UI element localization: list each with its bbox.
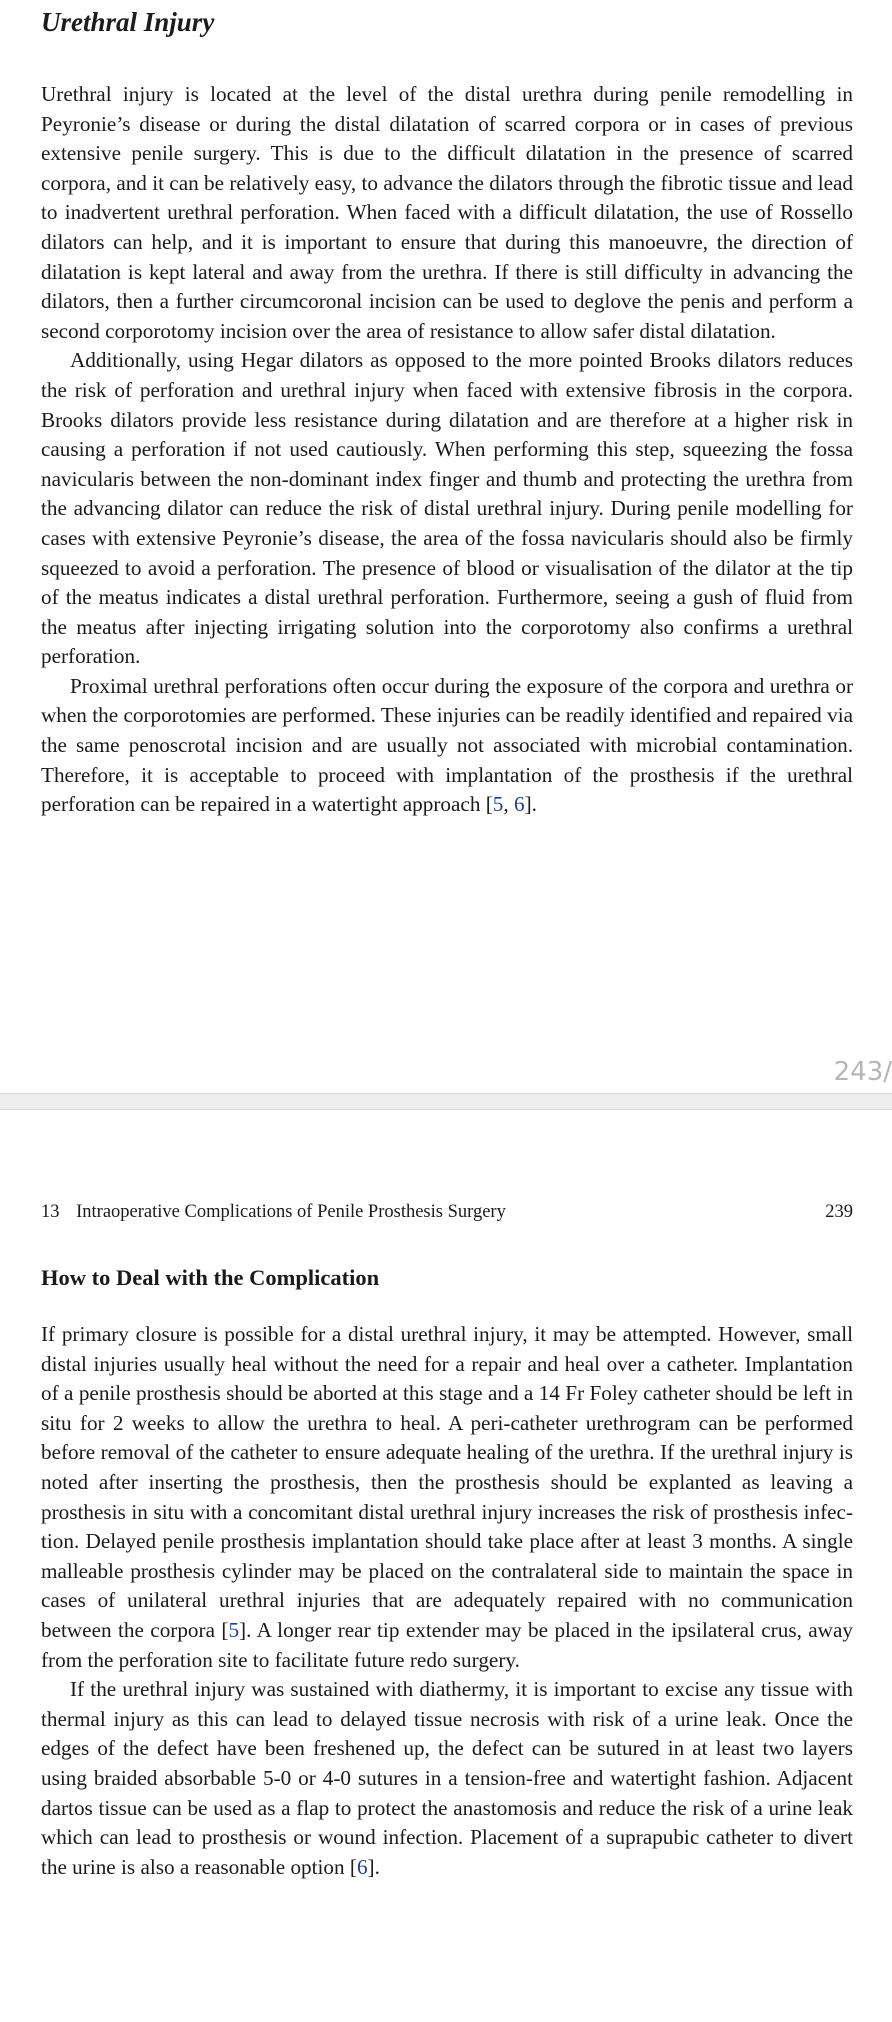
paragraph [41, 1320, 853, 1675]
paragraph-text: Urethral injury is located at the level of the distal urethra during penile remodelling in Peyronie’s disease or during the distal dilatation of scarred corpora or in cases of previous extensive penile surgery. This is due to the difficult dilatation in the presence of scarred corpora, and it can be relatively easy, to advance the dilators through the fibrotic tissue and lead to inadvertent urethral perforation. When faced with a difficult dilatation, the use of Rossello dilators can help, and it is important to ensure that during this manoeuvre, the direction of dilatation is kept lateral and away from the urethra. If there is still difficulty in advancing the dilators, then a further circumcoronal incision can be used to deglove the penis and perform a second corporotomy incision over the area of resistance to allow safer distal dilatation. [41, 82, 853, 343]
paragraph [41, 80, 853, 346]
page1-body [41, 80, 853, 820]
paragraph-text: Proximal urethral perforations often occur during the exposure of the corpora and urethra or when the corporotomies are performed. These injuries can be readily identified and repaired via the same penoscrotal incision and are usually not associated with microbial contamination. Therefore, it is acceptable to proceed with implantation of the prosthesis if the urethral perforation can be repaired in a watertight approach [ [41, 673, 853, 817]
section-title: Urethral Injury [41, 7, 215, 37]
page-number: 239 [825, 1202, 853, 1222]
paragraph-text: ]. A longer rear tip extender may be placed in the ipsilateral crus, away from the perforation site to facilitate future redo surgery. [41, 1617, 853, 1672]
running-head [41, 1200, 853, 1224]
citation-link[interactable]: 6 [356, 1854, 368, 1879]
page-separator [0, 1093, 892, 1110]
page-239 [0, 1110, 892, 2022]
paragraph [41, 346, 853, 672]
chapter-title: Intraoperative Complications of Penile Prosthesis Surgery [76, 1202, 506, 1222]
paragraph-text: Additionally, using Hegar dilators as opposed to the more pointed Brooks dilators reduces the risk of perforation and urethral injury when faced with extensive fibrosis in the corpora. Brooks dilators provide less resistance during dilatation and are therefore at a higher risk in causing a perforation if not used cautiously. When performing this step, squeezing the fossa navicularis between the non-dominant index finger and thumb and protecting the urethra from the advancing dilator can reduce the risk of distal urethral injury. During penile modelling for cases with extensive Peyronie’s disease, the area of the fossa navicularis should also be firmly squeezed to avoid a perforation. The presence of blood or visualisation of the dilator at the tip of the meatus indicates a distal urethral perforation. Furthermore, seeing a gush of fluid from the meatus after injecting irrigating solution into the corporotomy also confirms a urethral perforation. [41, 348, 853, 669]
page-counter: 243/ [833, 1057, 892, 1087]
chapter-number: 13 [41, 1202, 60, 1222]
paragraph [41, 1675, 853, 1882]
subsection-title: How to Deal with the Complication [41, 1265, 380, 1290]
citation-link[interactable]: 6 [513, 792, 525, 817]
paragraph-text: ]. [367, 1854, 380, 1879]
paragraph-text: If the urethral injury was sustained with diathermy, it is important to excise any tissue with thermal injury as this can lead to delayed tissue necrosis with risk of a urine leak. Once the edges of the defect have been freshened up, the defect can be sutured in at least two layers using braided absorbable 5-0 or 4-0 sutures in a tension-free and watertight fashion. Adjacent dartos tissue can be used as a flap to protect the anastomosis and reduce the risk of a urine leak which can lead to prosthesis or wound infection. Placement of a suprapubic catheter to divert the urine is also a reasonable option [ [41, 1677, 853, 1879]
page2-body [41, 1320, 853, 1882]
paragraph-text: If primary closure is possible for a distal urethral injury, it may be attempted. However, small distal injuries usually heal without the need for a repair and heal over a catheter. Implantation of a penile prosthesis should be aborted at this stage and a 14 Fr Foley catheter should be left in situ for 2 weeks to allow the urethra to heal. A peri-catheter urethrogram can be performed before removal of the catheter to ensure adequate healing of the urethra. If the urethral injury is noted after inserting the prosthesis, then the prosthesis should be explanted as leaving a prosthesis in situ with a concomitant distal urethral injury increases the risk of prosthesis infection. Delayed penile prosthesis implantation should take place after at least 3 months. A single malleable prosthesis cylinder may be placed on the contralateral side to maintain the space in cases of unilateral urethral injuries that are adequately repaired with no communication between the corpora [ [41, 1322, 853, 1642]
citation-link[interactable]: 5 [492, 792, 504, 817]
citation-link[interactable]: 5 [228, 1617, 240, 1642]
paragraph [41, 672, 853, 820]
paragraph-text: , [503, 792, 514, 817]
paragraph-text: ]. [524, 792, 537, 817]
